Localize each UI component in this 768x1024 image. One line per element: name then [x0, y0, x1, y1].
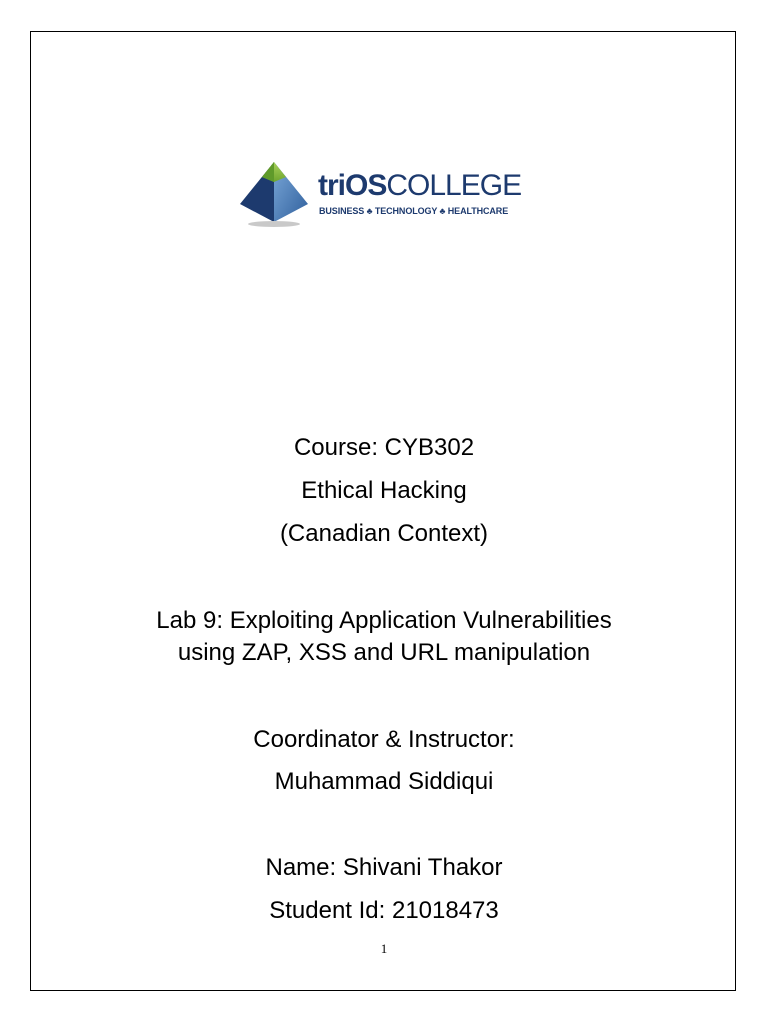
logo-brand-regular: COLLEGE: [386, 169, 522, 202]
logo-wordmark: [318, 169, 521, 203]
lab-title-line-1: Lab 9: Exploiting Application Vulnerabilities: [156, 607, 612, 634]
college-logo: [238, 160, 528, 228]
student-id: Student Id: 21018473: [269, 897, 499, 924]
logo-brand-bold: triOS: [318, 169, 387, 202]
course-code: Course: CYB302: [293, 434, 475, 461]
instructor-name: Muhammad Siddiqui: [274, 768, 494, 795]
course-name: Ethical Hacking: [301, 477, 467, 504]
lab-title-line-2: using ZAP, XSS and URL manipulation: [177, 639, 591, 666]
logo-tagline: BUSINESS ♣ TECHNOLOGY ♣ HEALTHCARE: [319, 206, 509, 216]
instructor-label: Coordinator & Instructor:: [253, 726, 515, 753]
course-context: (Canadian Context): [279, 520, 489, 547]
pyramid-logo-icon: [238, 160, 310, 228]
student-name: Name: Shivani Thakor: [265, 854, 503, 881]
page-number: 1: [380, 941, 388, 956]
lab-title: [0, 605, 768, 669]
